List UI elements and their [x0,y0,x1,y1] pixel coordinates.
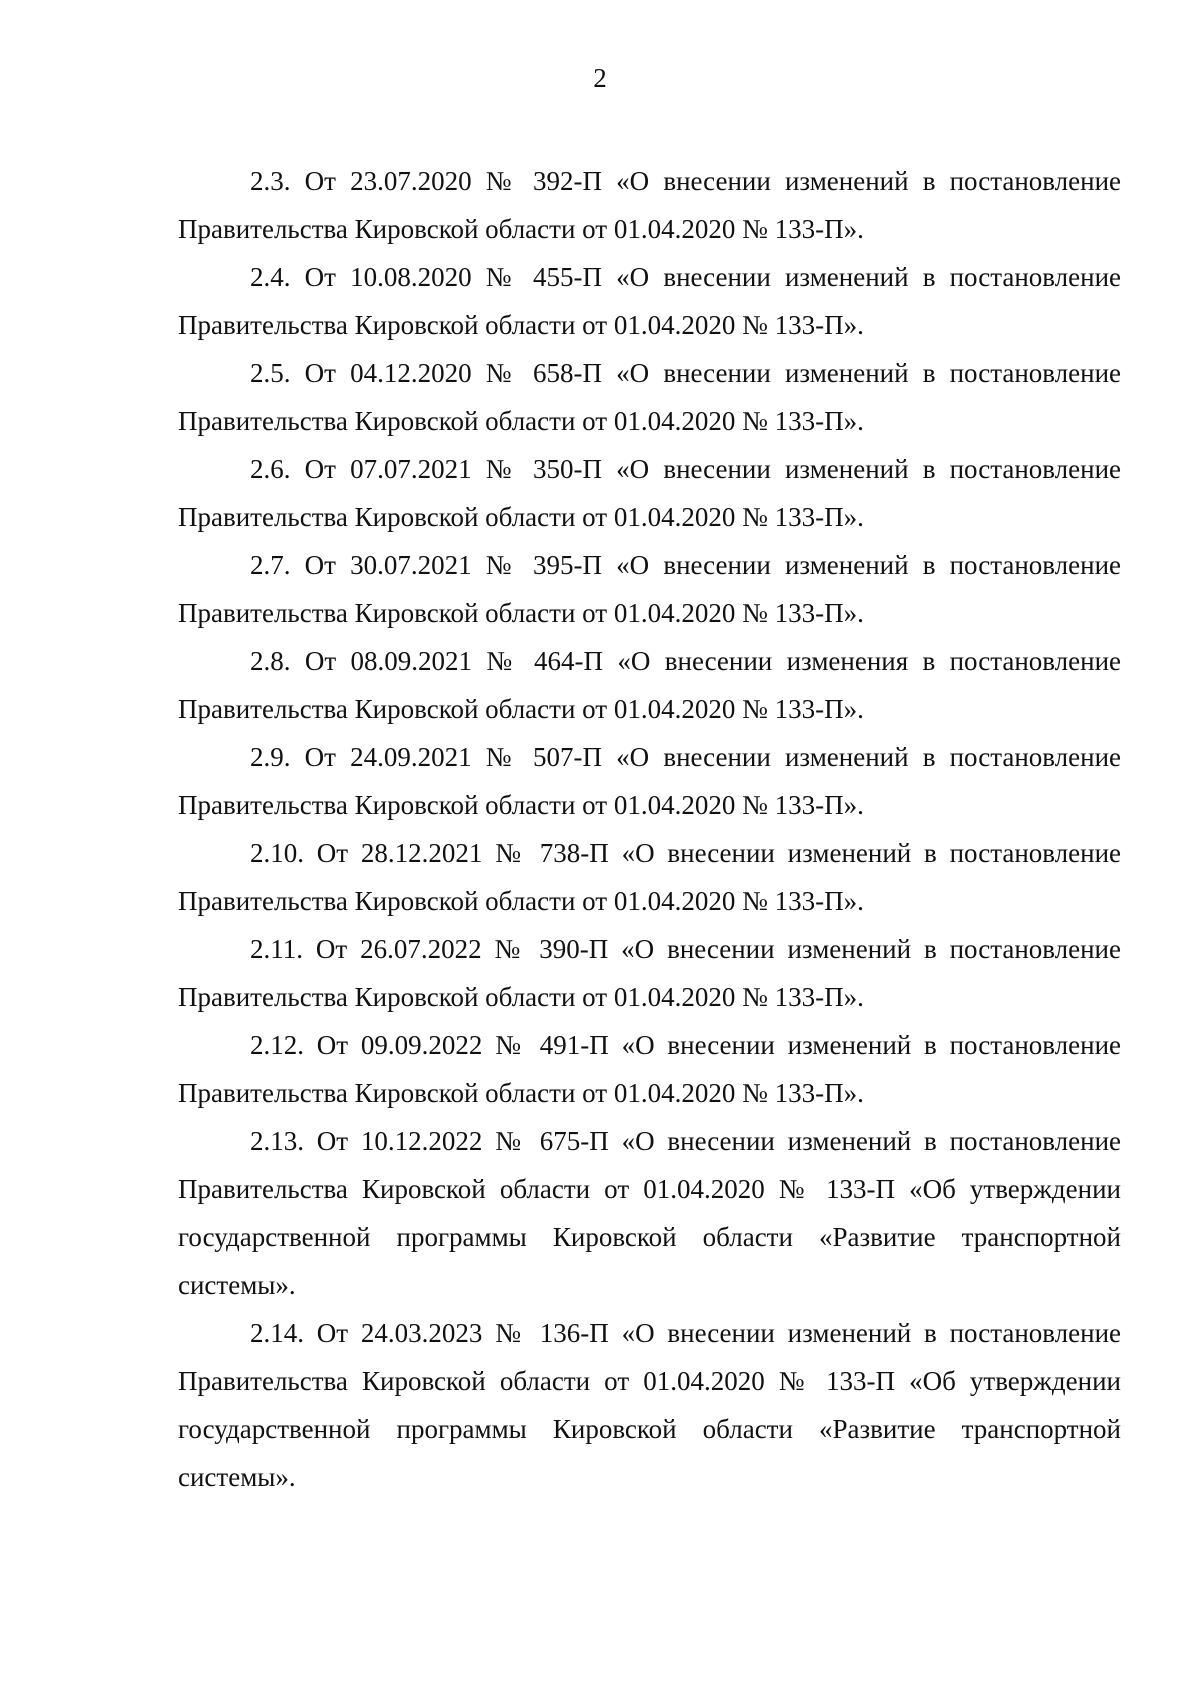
list-item [178,733,1121,829]
list-item-text: 2.9. От 24.09.2021 № 507-П «О внесении изменений в постановление Правительства Кировской области от 01.04.2020 № 133-П». [178,742,1121,820]
list-item [178,925,1121,1021]
list-item [178,541,1121,637]
list-item [178,445,1121,541]
list-item-text: 2.4. От 10.08.2020 № 455-П «О внесении изменений в постановление Правительства Кировской области от 01.04.2020 № 133-П». [178,262,1121,340]
page-number: 2 [593,63,607,93]
list-item [178,1117,1121,1309]
list-item [178,349,1121,445]
list-item-text: 2.11. От 26.07.2022 № 390-П «О внесении изменений в постановление Правительства Кировской области от 01.04.2020 № 133-П». [178,934,1121,1012]
list-item [178,637,1121,733]
list-item [178,1309,1121,1501]
list-item [178,253,1121,349]
list-item [178,829,1121,925]
list-item [178,1021,1121,1117]
list-item-text: 2.8. От 08.09.2021 № 464-П «О внесении изменения в постановление Правительства Кировской области от 01.04.2020 № 133-П». [178,646,1121,724]
list-item-text: 2.10. От 28.12.2021 № 738-П «О внесении изменений в постановление Правительства Кировской области от 01.04.2020 № 133-П». [178,838,1121,916]
list-item-text: 2.13. От 10.12.2022 № 675-П «О внесении изменений в постановление Правительства Кировской области от 01.04.2020 № 133-П «Об утверждении государственной программы Кировской области «Развитие транспортной системы». [178,1126,1121,1300]
list-item-text: 2.6. От 07.07.2021 № 350-П «О внесении изменений в постановление Правительства Кировской области от 01.04.2020 № 133-П». [178,454,1121,532]
list-item-text: 2.7. От 30.07.2021 № 395-П «О внесении изменений в постановление Правительства Кировской области от 01.04.2020 № 133-П». [178,550,1121,628]
document-body [178,157,1121,1501]
list-item-text: 2.14. От 24.03.2023 № 136-П «О внесении изменений в постановление Правительства Кировской области от 01.04.2020 № 133-П «Об утверждении государственной программы Кировской области «Развитие транспортной системы». [178,1318,1121,1492]
list-item-text: 2.5. От 04.12.2020 № 658-П «О внесении изменений в постановление Правительства Кировской области от 01.04.2020 № 133-П». [178,358,1121,436]
list-item-text: 2.3. От 23.07.2020 № 392-П «О внесении изменений в постановление Правительства Кировской области от 01.04.2020 № 133-П». [178,166,1121,244]
list-item [178,157,1121,253]
list-item-text: 2.12. От 09.09.2022 № 491-П «О внесении изменений в постановление Правительства Кировской области от 01.04.2020 № 133-П». [178,1030,1121,1108]
